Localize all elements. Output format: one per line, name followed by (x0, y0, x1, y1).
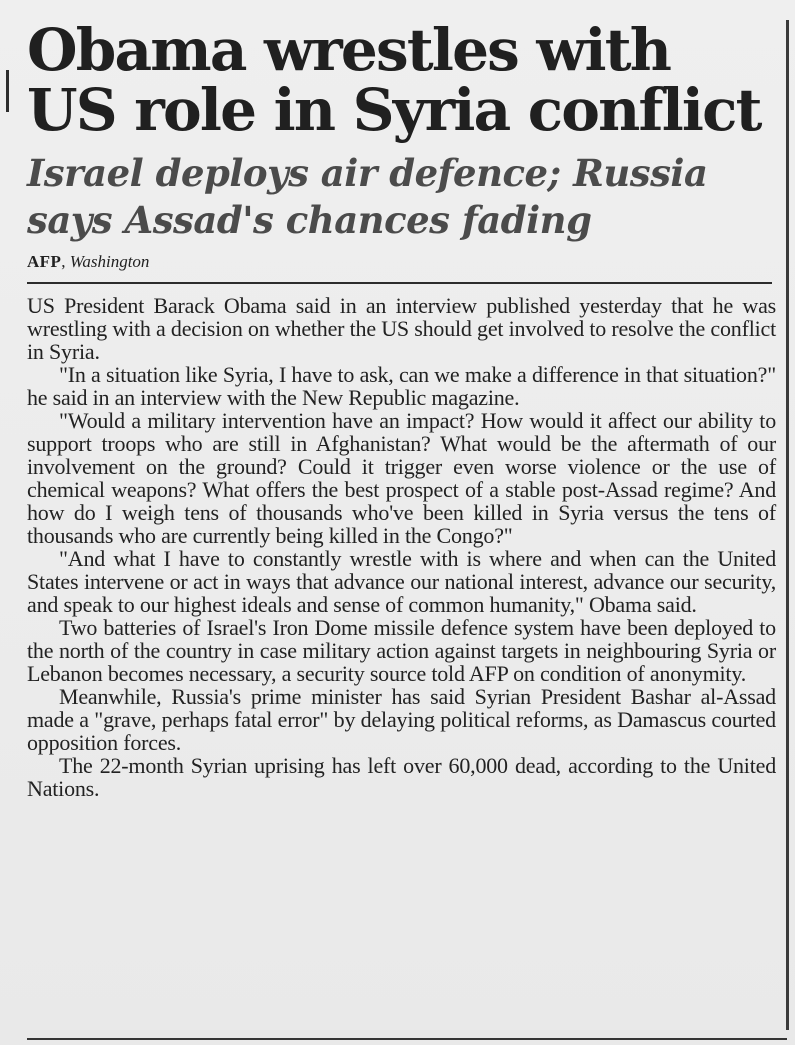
byline-agency: AFP (27, 252, 62, 271)
article-paragraph: "In a situation like Syria, I have to ask, can we make a difference in that situation?" he said in an interview with the New Republic magazine. (27, 362, 776, 410)
article-subheadline: Israel deploys air defence; Russia says Assad's chances fading (27, 151, 708, 242)
left-column-rule (6, 70, 9, 112)
right-column-rule (786, 20, 789, 1030)
article-headline: Obama wrestles with US role in Syria conflict (27, 16, 761, 144)
article-paragraph: The 22-month Syrian uprising has left over 60,000 dead, according to the United Nations. (27, 753, 776, 801)
article-paragraph: US President Barack Obama said in an interview published yesterday that he was wrestling with a decision on whether the US should get involved to resolve the conflict in Syria. (27, 293, 776, 364)
byline-location: Washington (69, 252, 150, 271)
article-paragraph: "And what I have to constantly wrestle with is where and when can the United States intervene or act in ways that advance our national interest, advance our security, and speak to our highest ideals and sense of common humanity," Obama said. (27, 546, 776, 617)
article-byline (27, 252, 776, 272)
article-paragraph: Meanwhile, Russia's prime minister has said Syrian President Bashar al-Assad made a "grave, perhaps fatal error" by delaying political reforms, as Damascus courted opposition forces. (27, 684, 776, 755)
article-body (27, 294, 776, 800)
bottom-rule (27, 1038, 787, 1040)
article-paragraph: "Would a military intervention have an impact? How would it affect our ability to support troops who are still in Afghanistan? What would be the aftermath of our involvement on the ground? Could it trigger even worse violence or the use of chemical weapons? What offers the best prospect of a stable post-Assad regime? And how do I weigh tens of thousands who've been killed in Syria versus the tens of thousands who are currently being killed in the Congo?" (27, 408, 776, 548)
byline-separator: , (61, 252, 66, 271)
byline-rule (27, 282, 772, 284)
article-paragraph: Two batteries of Israel's Iron Dome missile defence system have been deployed to the north of the country in case military action against targets in neighbouring Syria or Lebanon becomes necessary, a security source told AFP on condition of anonymity. (27, 615, 776, 686)
news-article (27, 16, 776, 801)
